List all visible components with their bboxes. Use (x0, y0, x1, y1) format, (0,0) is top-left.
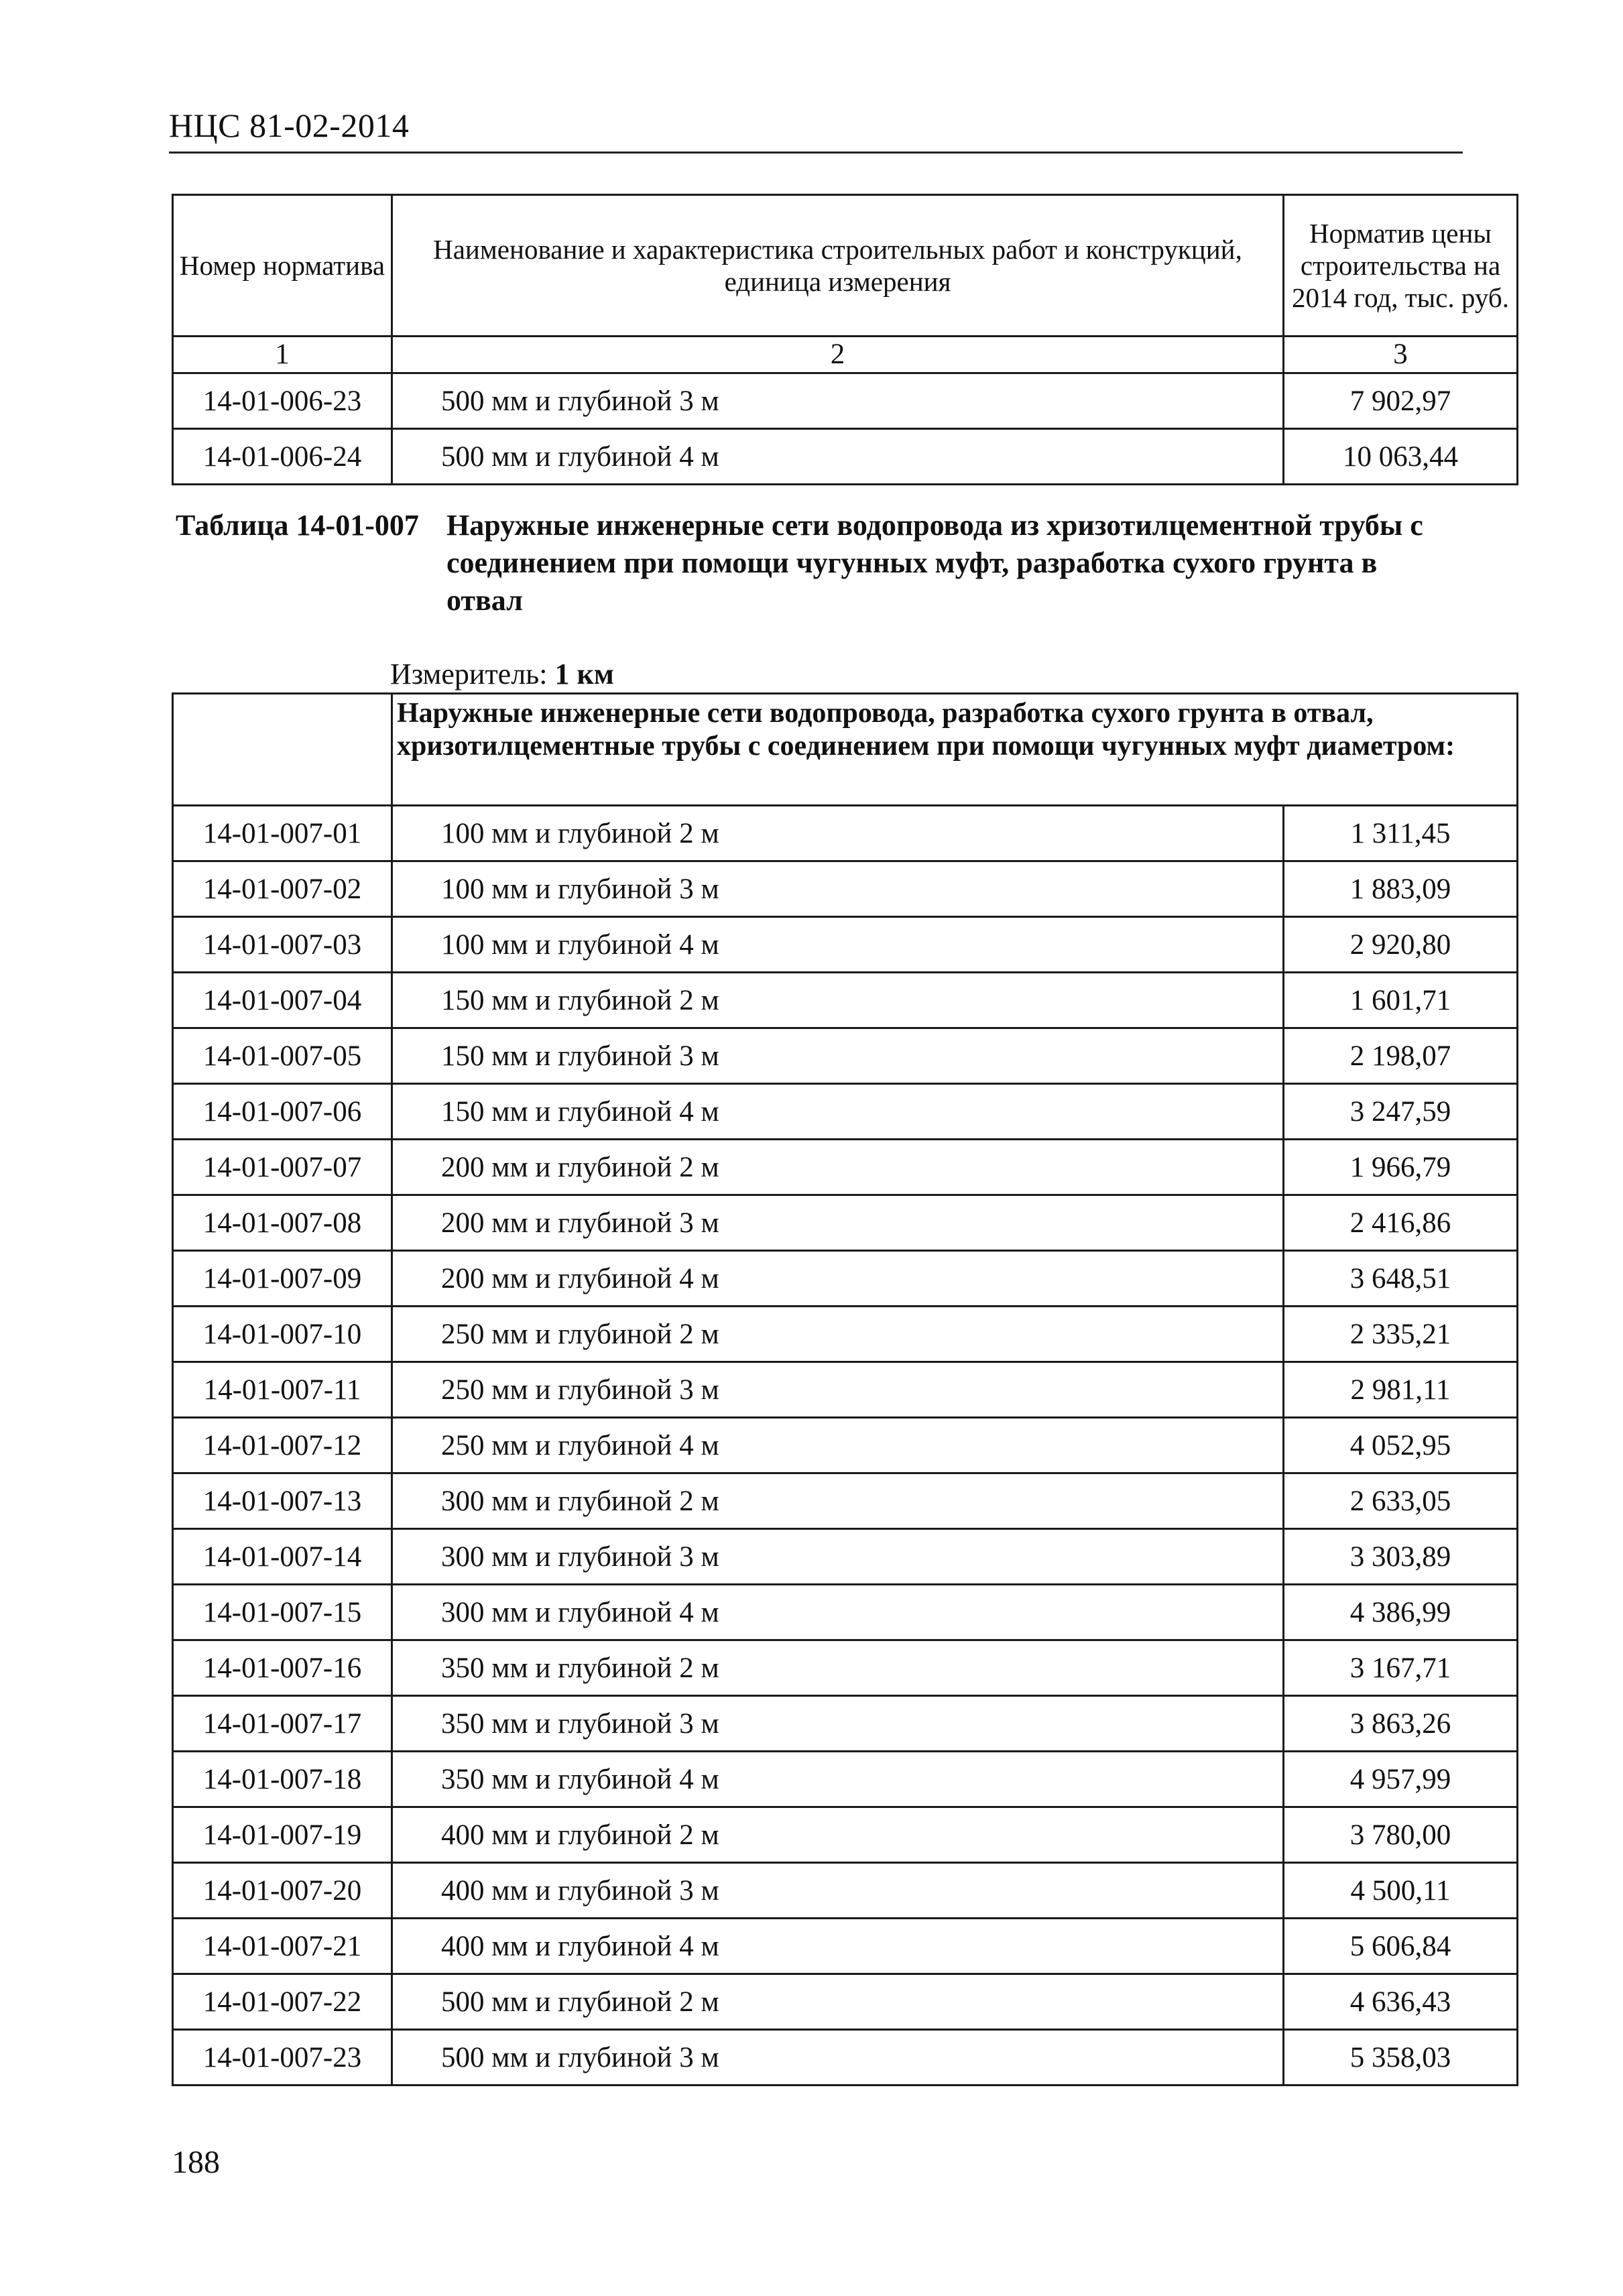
price-value: 4 052,95 (1284, 1418, 1518, 1473)
table-row (173, 1696, 1518, 1752)
norm-code: 14-01-007-22 (173, 1974, 392, 2030)
table-row (173, 1251, 1518, 1307)
price-value: 5 606,84 (1284, 1919, 1518, 1974)
price-value: 2 633,05 (1284, 1473, 1518, 1529)
header-divider (169, 152, 1463, 154)
work-name: 150 мм и глубиной 4 м (392, 1084, 1284, 1140)
work-name: 300 мм и глубиной 2 м (392, 1473, 1284, 1529)
norm-code: 14-01-007-13 (173, 1473, 392, 1529)
measure-unit (390, 657, 614, 691)
work-name: 400 мм и глубиной 3 м (392, 1863, 1284, 1919)
table-row (173, 373, 1518, 429)
work-name: 200 мм и глубиной 3 м (392, 1195, 1284, 1251)
norm-code: 14-01-007-01 (173, 806, 392, 861)
work-name: 250 мм и глубиной 4 м (392, 1418, 1284, 1473)
table-row (173, 1974, 1518, 2030)
norm-code: 14-01-007-11 (173, 1362, 392, 1418)
price-value: 5 358,03 (1284, 2030, 1518, 2086)
price-value: 2 198,07 (1284, 1028, 1518, 1084)
column-number: 3 (1284, 337, 1518, 373)
work-name: 250 мм и глубиной 3 м (392, 1362, 1284, 1418)
norm-code: 14-01-007-16 (173, 1640, 392, 1696)
table-row (173, 917, 1518, 973)
work-name: 100 мм и глубиной 3 м (392, 861, 1284, 917)
table-row (173, 1307, 1518, 1362)
table-title-label: Таблица 14-01-007 (176, 509, 419, 542)
header-name: Наименование и характеристика строительных работ и конструкций, единица измерения (392, 195, 1284, 337)
price-value: 1 601,71 (1284, 973, 1518, 1028)
table-row (173, 1028, 1518, 1084)
norm-code: 14-01-007-19 (173, 1807, 392, 1863)
column-number: 1 (173, 337, 392, 373)
table-row (173, 1863, 1518, 1919)
empty-cell (173, 694, 392, 806)
header-price: Норматив цены строительства на 2014 год, тыс. руб. (1284, 195, 1518, 337)
page-number: 188 (172, 2144, 220, 2180)
work-name: 500 мм и глубиной 4 м (392, 429, 1284, 485)
table-row (173, 973, 1518, 1028)
price-value: 3 648,51 (1284, 1251, 1518, 1307)
table-row (173, 1195, 1518, 1251)
table-header-row (173, 195, 1518, 337)
norm-code: 14-01-007-20 (173, 1863, 392, 1919)
norm-code: 14-01-007-12 (173, 1418, 392, 1473)
table-row (173, 429, 1518, 485)
norm-code: 14-01-007-14 (173, 1529, 392, 1585)
work-name: 300 мм и глубиной 3 м (392, 1529, 1284, 1585)
price-value: 7 902,97 (1284, 373, 1518, 429)
price-value: 10 063,44 (1284, 429, 1518, 485)
table-row (173, 1362, 1518, 1418)
top-norm-table (172, 194, 1518, 485)
work-name: 200 мм и глубиной 4 м (392, 1251, 1284, 1307)
price-value: 2 920,80 (1284, 917, 1518, 973)
work-name: 500 мм и глубиной 2 м (392, 1974, 1284, 2030)
main-norm-table (172, 692, 1518, 2086)
work-name: 350 мм и глубиной 3 м (392, 1696, 1284, 1752)
table-row (173, 861, 1518, 917)
norm-code: 14-01-007-02 (173, 861, 392, 917)
group-header-row (173, 694, 1518, 806)
work-name: 150 мм и глубиной 2 м (392, 973, 1284, 1028)
norm-code: 14-01-006-23 (173, 373, 392, 429)
norm-code: 14-01-007-03 (173, 917, 392, 973)
measure-label: Измеритель: (390, 658, 548, 690)
work-name: 350 мм и глубиной 4 м (392, 1752, 1284, 1807)
work-name: 500 мм и глубиной 3 м (392, 2030, 1284, 2086)
work-name: 300 мм и глубиной 4 м (392, 1585, 1284, 1640)
price-value: 3 303,89 (1284, 1529, 1518, 1585)
table-row (173, 1752, 1518, 1807)
norm-code: 14-01-007-10 (173, 1307, 392, 1362)
price-value: 4 636,43 (1284, 1974, 1518, 2030)
price-value: 4 500,11 (1284, 1863, 1518, 1919)
price-value: 4 957,99 (1284, 1752, 1518, 1807)
table-row (173, 1807, 1518, 1863)
table-row (173, 1529, 1518, 1585)
norm-code: 14-01-007-09 (173, 1251, 392, 1307)
norm-code: 14-01-007-15 (173, 1585, 392, 1640)
work-name: 150 мм и глубиной 3 м (392, 1028, 1284, 1084)
table-row (173, 1084, 1518, 1140)
column-number-row (173, 337, 1518, 373)
work-name: 200 мм и глубиной 2 м (392, 1140, 1284, 1195)
group-header: Наружные инженерные сети водопровода, разработка сухого грунта в отвал, хризотилцементные трубы с соединением при помощи чугунных муфт диаметром: (392, 694, 1518, 806)
norm-code: 14-01-007-04 (173, 973, 392, 1028)
header-code: Номер норматива (173, 195, 392, 337)
table-title-text: Наружные инженерные сети водопровода из хризотилцементной трубы с соединением при помощи чугунных муфт, разработка сухого грунта в отвал (446, 509, 1423, 617)
work-name: 100 мм и глубиной 4 м (392, 917, 1284, 973)
norm-code: 14-01-007-08 (173, 1195, 392, 1251)
price-value: 1 311,45 (1284, 806, 1518, 861)
norm-code: 14-01-007-21 (173, 1919, 392, 1974)
work-name: 100 мм и глубиной 2 м (392, 806, 1284, 861)
measure-value: 1 км (554, 658, 614, 690)
page-header: НЦС 81-02-2014 (169, 107, 410, 144)
price-value: 3 780,00 (1284, 1807, 1518, 1863)
price-value: 1 966,79 (1284, 1140, 1518, 1195)
table-row (173, 1919, 1518, 1974)
price-value: 2 335,21 (1284, 1307, 1518, 1362)
table-row (173, 1418, 1518, 1473)
norm-code: 14-01-007-17 (173, 1696, 392, 1752)
price-value: 2 416,86 (1284, 1195, 1518, 1251)
work-name: 350 мм и глубиной 2 м (392, 1640, 1284, 1696)
norm-code: 14-01-007-06 (173, 1084, 392, 1140)
table-row (173, 1585, 1518, 1640)
work-name: 500 мм и глубиной 3 м (392, 373, 1284, 429)
work-name: 250 мм и глубиной 2 м (392, 1307, 1284, 1362)
table-row (173, 2030, 1518, 2086)
norm-code: 14-01-006-24 (173, 429, 392, 485)
column-number: 2 (392, 337, 1284, 373)
table-row (173, 806, 1518, 861)
price-value: 3 863,26 (1284, 1696, 1518, 1752)
table-row (173, 1140, 1518, 1195)
norm-code: 14-01-007-18 (173, 1752, 392, 1807)
price-value: 3 167,71 (1284, 1640, 1518, 1696)
price-value: 2 981,11 (1284, 1362, 1518, 1418)
norm-code: 14-01-007-05 (173, 1028, 392, 1084)
work-name: 400 мм и глубиной 2 м (392, 1807, 1284, 1863)
price-value: 1 883,09 (1284, 861, 1518, 917)
price-value: 3 247,59 (1284, 1084, 1518, 1140)
norm-code: 14-01-007-07 (173, 1140, 392, 1195)
table-row (173, 1473, 1518, 1529)
work-name: 400 мм и глубиной 4 м (392, 1919, 1284, 1974)
table-row (173, 1640, 1518, 1696)
norm-code: 14-01-007-23 (173, 2030, 392, 2086)
price-value: 4 386,99 (1284, 1585, 1518, 1640)
